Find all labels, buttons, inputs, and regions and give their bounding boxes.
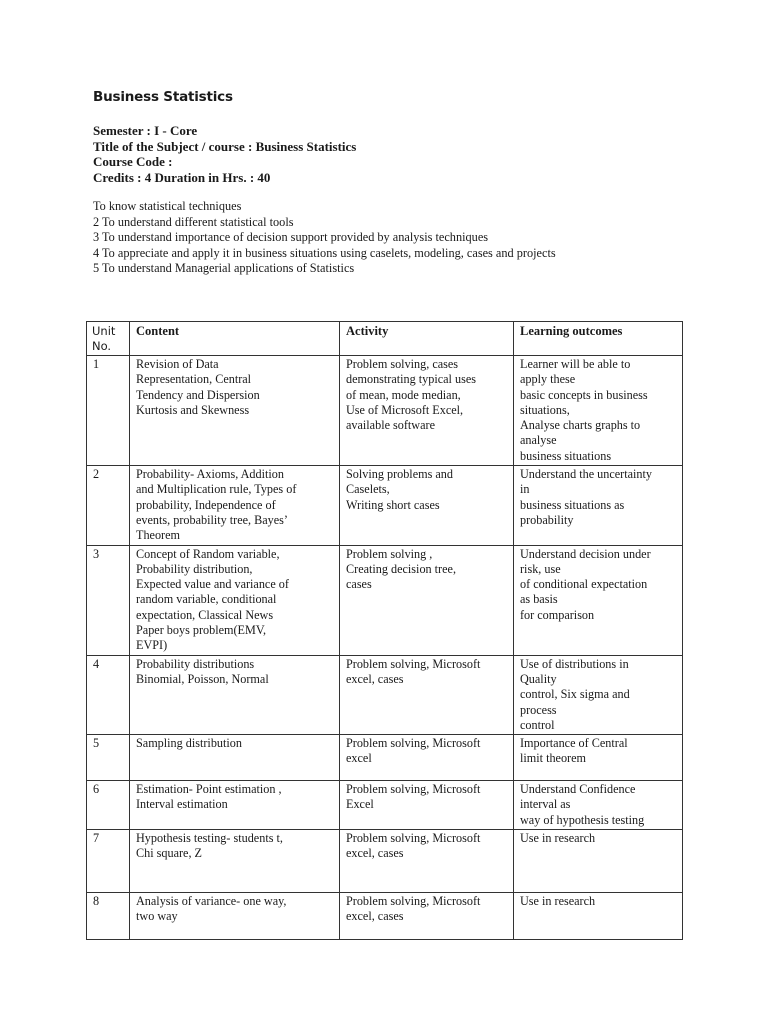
header-activity: Activity xyxy=(340,322,514,356)
objective-item: 5 To understand Managerial applications of Statistics xyxy=(93,261,355,275)
cell-unit: 8 xyxy=(87,893,130,940)
cell-content: Revision of Data Representation, Central Tendency and Dispersion Kurtosis and Skewness xyxy=(130,356,340,466)
cell-unit: 3 xyxy=(87,545,130,655)
cell-activity: Problem solving, cases demonstrating typical uses of mean, mode median, Use of Microsoft Excel, available software xyxy=(340,356,514,466)
objective-item: 3 To understand importance of decision support provided by analysis techniques xyxy=(93,230,489,244)
cell-unit: 1 xyxy=(87,356,130,466)
document-title: Business Statistics xyxy=(93,89,233,105)
objective-item: 2 To understand different statistical tools xyxy=(93,214,294,229)
syllabus-table xyxy=(86,321,683,940)
table-row xyxy=(87,356,683,466)
cell-unit: 7 xyxy=(87,830,130,893)
objective-item: 4 To appreciate and apply it in business situations using caselets, modeling, cases and projects xyxy=(93,245,556,260)
cell-content: Probability distributions Binomial, Poisson, Normal xyxy=(130,655,340,734)
semester-line: Semester : I - Core xyxy=(93,123,198,138)
table-row xyxy=(87,466,683,545)
table-row xyxy=(87,545,683,655)
cell-activity: Problem solving, Microsoft excel, cases xyxy=(340,893,514,940)
cell-outcomes: Use in research xyxy=(514,893,683,940)
cell-outcomes: Understand decision under risk, use of conditional expectation as basis for comparison xyxy=(514,545,683,655)
table-row xyxy=(87,893,683,940)
cell-activity: Solving problems and Caselets, Writing short cases xyxy=(340,466,514,545)
table-row xyxy=(87,655,683,734)
table-row xyxy=(87,781,683,830)
header-unit-no: Unit No. xyxy=(87,322,130,356)
course-code-line: Course Code : xyxy=(93,154,173,169)
cell-content: Sampling distribution xyxy=(130,735,340,781)
cell-outcomes: Importance of Central limit theorem xyxy=(514,735,683,781)
cell-content: Concept of Random variable, Probability distribution, Expected value and variance of random variable, conditional expectation, Classical News Paper boys problem(EMV, EVPI) xyxy=(130,545,340,655)
cell-outcomes: Understand Confidence interval as way of hypothesis testing xyxy=(514,781,683,830)
cell-content: Probability- Axioms, Addition and Multiplication rule, Types of probability, Independence of events, probability tree, Bayes’ Theorem xyxy=(130,466,340,545)
credits-line: Credits : 4 Duration in Hrs. : 40 xyxy=(93,169,271,185)
cell-outcomes: Understand the uncertainty in business situations as probability xyxy=(514,466,683,545)
cell-outcomes: Learner will be able to apply these basic concepts in business situations, Analyse charts graphs to analyse business situations xyxy=(514,356,683,466)
cell-unit: 6 xyxy=(87,781,130,830)
cell-outcomes: Use in research xyxy=(514,830,683,893)
cell-activity: Problem solving, Microsoft excel, cases xyxy=(340,830,514,893)
table-header-row xyxy=(87,322,683,356)
cell-content: Estimation- Point estimation , Interval estimation xyxy=(130,781,340,830)
cell-activity: Problem solving, Microsoft excel, cases xyxy=(340,655,514,734)
cell-outcomes: Use of distributions in Quality control, Six sigma and process control xyxy=(514,655,683,734)
cell-content: Analysis of variance- one way, two way xyxy=(130,893,340,940)
header-content: Content xyxy=(130,322,340,356)
cell-activity: Problem solving , Creating decision tree, cases xyxy=(340,545,514,655)
table-row xyxy=(87,830,683,893)
course-meta xyxy=(93,123,356,185)
cell-content: Hypothesis testing- students t, Chi square, Z xyxy=(130,830,340,893)
cell-unit: 2 xyxy=(87,466,130,545)
cell-unit: 4 xyxy=(87,655,130,734)
table-row xyxy=(87,735,683,781)
cell-activity: Problem solving, Microsoft Excel xyxy=(340,781,514,830)
objective-item: To know statistical techniques xyxy=(93,199,242,213)
subject-title-line: Title of the Subject / course : Business Statistics xyxy=(93,138,357,154)
header-learning-outcomes: Learning outcomes xyxy=(514,322,683,356)
cell-activity: Problem solving, Microsoft excel xyxy=(340,735,514,781)
cell-unit: 5 xyxy=(87,735,130,781)
objectives-list xyxy=(93,199,556,277)
